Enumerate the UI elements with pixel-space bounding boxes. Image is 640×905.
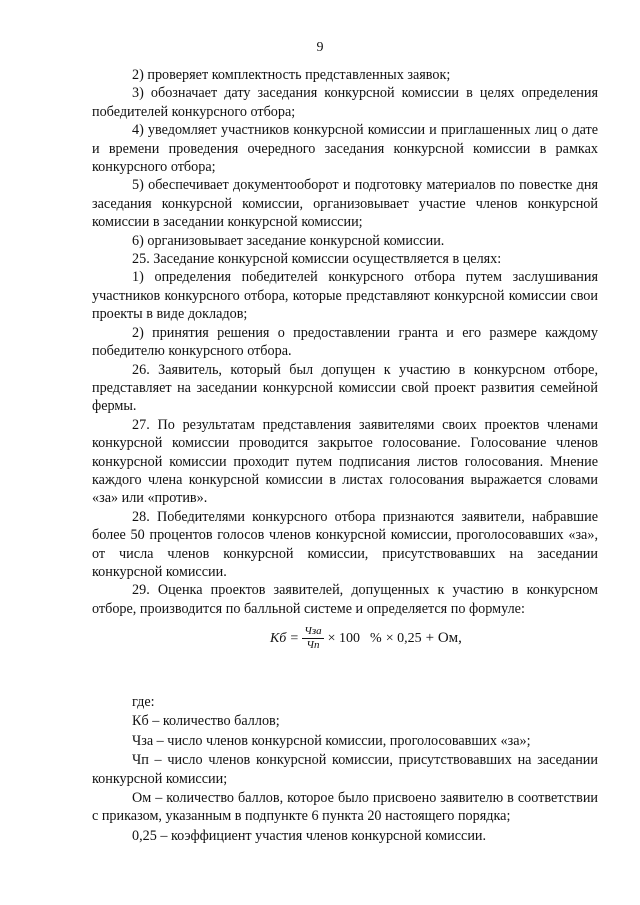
paragraph: 29. Оценка проектов заявителей, допущенных к участию в конкурсном отборе, производится по балльной системе и определяется по формуле: [92,582,598,617]
paragraph: 1) определения победителей конкурсного отбора путем заслушивания участников конкурсного отбора, которые представляют конкурсной комиссии свои проекты в виде докладов; [92,269,598,323]
paragraph: 26. Заявитель, который был допущен к участию в конкурсном отборе, представляет на заседании конкурсной комиссии свой проект развития семейной фермы. [92,361,598,415]
paragraph: 27. По результатам представления заявителями своих проектов членами конкурсной комиссии проводится закрытое голосование. Голосование членов конкурсной комиссии проходит путем подписания листов голосования. Мнение каждого члена конкурсной комиссии в листах голосования выражается словами «за» или «против». [92,416,598,507]
definition-item: Кб – количество баллов; [132,713,280,730]
formula-times-100: × 100 [327,630,361,646]
definition-item: Чп – число членов конкурсной комиссии, присутствовавших на заседании конкурсной комиссии; [92,752,598,787]
definition-item: Чза – число членов конкурсной комиссии, проголосовавших «за»; [132,732,531,749]
paragraph: 5) обеспечивает документооборот и подготовку материалов по повестке дня заседания конкурсной комиссии, организовывает участие членов конкурсной комиссии в заседании конкурсной комиссии; [92,177,598,231]
score-formula [270,625,462,652]
definition-item: 0,25 – коэффициент участия членов конкурсной комиссии. [132,827,487,844]
formula-fraction [302,625,323,652]
formula-definitions [92,693,598,846]
paragraph: 4) уведомляет участников конкурсной комиссии и приглашенных лиц о дате и времени проведения очередного заседания конкурсной комиссии в рамках конкурсного отбора; [92,122,598,176]
definition-item: Ом – количество баллов, которое было присвоено заявителю в соответствии с приказом, указанным в подпункте 6 пункта 20 настоящего порядка; [92,790,598,825]
formula-numerator: Чза [304,625,322,637]
paragraph: 2) принятия решения о предоставлении гранта и его размере каждому победителю конкурсного отбора. [92,324,598,360]
formula-lhs: Кб [270,630,287,646]
paragraph: 2) проверяет комплектность представленных заявок; [132,67,451,83]
formula-equals: = [290,630,299,646]
paragraph: 3) обозначает дату заседания конкурсной комиссии в целях определения победителей конкурсного отбора; [92,85,598,120]
formula-times-coef: × 0,25 [385,630,422,646]
formula-denominator: Чп [306,639,320,651]
paragraph: 25. Заседание конкурсной комиссии осуществляется в целях: [132,251,502,268]
paragraph: 6) организовывает заседание конкурсной комиссии. [132,232,445,249]
definition-item: где: [132,694,155,710]
page-number: 9 [316,40,324,55]
formula-plus-om: + Ом, [425,630,462,646]
body-text [92,66,598,618]
paragraph: 28. Победителями конкурсного отбора признаются заявители, набравшие более 50 процентов голосов членов конкурсной комиссии, проголосовавших «за», от числа членов конкурсной комиссии, присутствовавших на заседании конкурсной комиссии. [92,508,598,580]
formula-percent: % [370,630,382,646]
